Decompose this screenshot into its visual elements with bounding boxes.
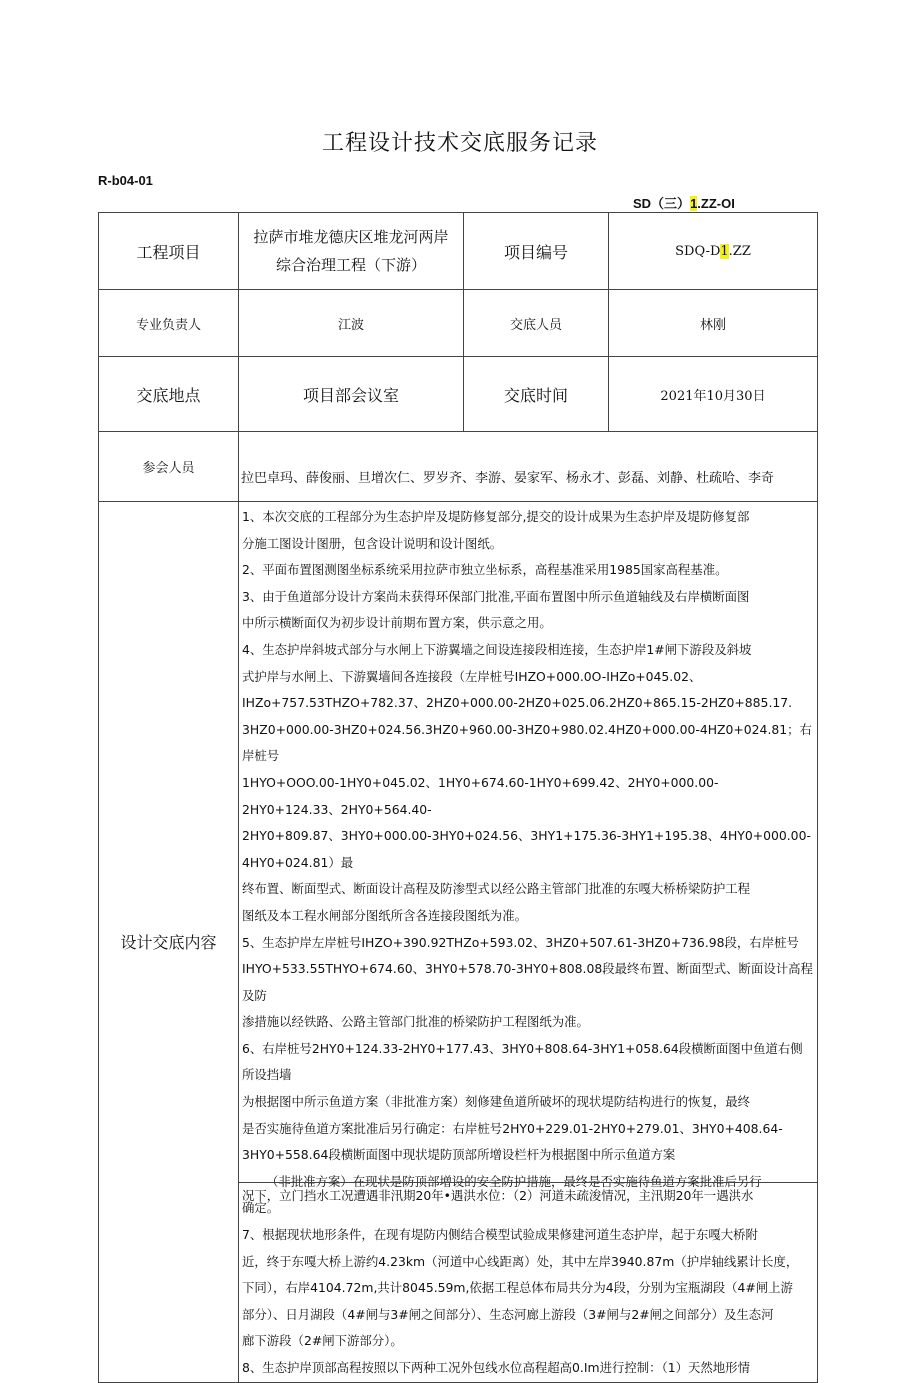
project-no-value <box>609 213 818 290</box>
content-line: 7、根据现状地形条件，在现有堤防内侧结合模型试验成果修建河道生态护岸，起于东嘎大桥附 <box>242 1227 758 1243</box>
doc-number-prefix: SD（三） <box>633 196 691 211</box>
content-line: IHZo+757.53THZO+782.37、2HZ0+000.00-2HZ0+025.06.2HZ0+865.15-2HZ0+885.17. <box>242 695 793 711</box>
attendees-label: 参会人员 <box>99 432 239 502</box>
content-line: 图纸及本工程水闸部分图纸所含各连接段图纸为准。 <box>242 907 527 923</box>
content-line: 2HY0+809.87、3HY0+000.00-3HY0+024.56、3HY1+175.36-3HY1+195.38、4HY0+000.00-4HY0+024.81）最 <box>242 828 811 870</box>
content-body <box>239 502 818 1383</box>
content-line: 3、由于鱼道部分设计方案尚未获得环保部门批准,平面布置图中所示鱼道轴线及右岸横断面图 <box>242 588 750 604</box>
content-line: 部分）、日月湖段（4#闸与3#闸之间部分）、生态河廊上游段（3#闸与2#闸之间部分）及生态河 <box>242 1306 774 1322</box>
project-no-suffix: .ZZ <box>728 243 751 259</box>
place-label: 交底地点 <box>99 357 239 432</box>
form-code: R-b04-01 <box>98 173 153 188</box>
content-label: 设计交底内容 <box>99 502 239 1383</box>
project-label: 工程项目 <box>99 213 239 290</box>
content-line: 3HY0+558.64段横断面图中现状堤防顶部所增设栏杆为根据图中所示鱼道方案 <box>242 1147 676 1163</box>
document-number <box>633 193 735 212</box>
content-line: 是否实施待鱼道方案批准后另行确定：右岸桩号2HY0+229.01-2HY0+279.01、3HY0+408.64- <box>242 1120 783 1136</box>
presenter-label: 交底人员 <box>464 290 609 357</box>
row-lead <box>99 290 818 357</box>
project-no-label: 项目编号 <box>464 213 609 290</box>
content-line: 式护岸与水闸上、下游翼墙间各连接段（左岸桩号IHZO+000.0O-IHZo+045.02、 <box>242 668 702 684</box>
project-no-highlight: 1 <box>720 243 729 259</box>
project-value <box>239 213 464 290</box>
project-value-line1: 拉萨市堆龙德庆区堆龙河两岸 <box>253 228 449 246</box>
place-value: 项目部会议室 <box>239 357 464 432</box>
content-line: 1HYO+OOO.00-1HY0+045.02、1HY0+674.60-1HY0+699.42、2HY0+000.00-2HY0+124.33、2HY0+564.40- <box>242 774 719 817</box>
lead-value: 江波 <box>239 290 464 357</box>
doc-number-suffix: .ZZ-OI <box>697 196 735 211</box>
content-line: 下同），右岸4104.72m,共计8045.59m,依据工程总体布局共分为4段，分别为宝瓶湖段（4#闸上游 <box>242 1280 793 1296</box>
content-line: 1、本次交底的工程部分为生态护岸及堤防修复部分,提交的设计成果为生态护岸及堤防修复部 <box>242 509 750 524</box>
content-line: 确定。 <box>242 1200 280 1216</box>
continuation-line: 况下，立门挡水工况遭遇非汛期20年•遇洪水位：（2）河道未疏浚情况，主汛期20年一遇洪水 <box>238 1182 818 1208</box>
project-no-prefix: SDQ-D <box>675 243 721 259</box>
content-line: 中所示横断面仅为初步设计前期布置方案，供示意之用。 <box>242 615 552 631</box>
row-attendees <box>99 432 818 502</box>
lead-label: 专业负责人 <box>99 290 239 357</box>
content-line: （非批准方案）在现状是防顶部增设的安全防护措施，最终是否实施待鱼道方案批准后另行 <box>266 1173 762 1189</box>
row-project <box>99 213 818 290</box>
content-line: 为根据图中所示鱼道方案（非批准方案）刻修建鱼道所破坏的现状堤防结构进行的恢复，最终 <box>242 1094 751 1110</box>
content-line: 廊下游段（2#闸下游部分）。 <box>242 1333 403 1349</box>
time-value: 2021年10月30日 <box>609 357 818 432</box>
attendees-value: 拉巴卓玛、薛俊丽、旦增次仁、罗岁齐、李游、晏家军、杨永才、彭磊、刘静、杜疏哈、李奇 <box>239 432 818 502</box>
content-line: 3HZ0+000.00-3HZ0+024.56.3HZ0+960.00-3HZ0+980.02.4HZ0+000.00-4HZ0+024.81；右岸桩号 <box>242 721 812 764</box>
content-line: 8、生态护岸顶部高程按照以下两种工况外包线水位高程超高0.Im进行控制：（1）天然地形情 <box>242 1360 750 1375</box>
content-line: 2、平面布置图测图坐标系统采用拉萨市独立坐标系，高程基准采用1985国家高程基准。 <box>242 562 728 578</box>
content-line: 近，终于东嘎大桥上游约4.23km（河道中心线距离）处，其中左岸3940.87m（护岸轴线累计长度， <box>242 1253 799 1269</box>
page-title: 工程设计技术交底服务记录 <box>321 131 598 156</box>
content-line: 4、生态护岸斜坡式部分与水闸上下游翼墙之间设连接段相连接，生态护岸1#闸下游段及斜坡 <box>242 641 752 657</box>
content-line: 分施工图设计图册，包含设计说明和设计图纸。 <box>242 535 503 551</box>
time-label: 交底时间 <box>464 357 609 432</box>
presenter-value: 林刚 <box>609 290 818 357</box>
content-line: 6、右岸桩号2HY0+124.33-2HY0+177.43、3HY0+808.64-3HY1+058.64段横断面图中鱼道右侧所设挡墙 <box>242 1040 803 1083</box>
row-content <box>99 502 818 1383</box>
content-line: 5、生态护岸左岸桩号IHZO+390.92THZo+593.02、3HZ0+507.61-3HZ0+736.98段，右岸桩号 <box>242 934 799 950</box>
content-line: IHYO+533.55THYO+674.60、3HY0+578.70-3HY0+808.08段最终布置、断面型式、断面设计高程及防 <box>242 961 813 1003</box>
project-value-line2: 综合治理工程（下游） <box>275 256 426 274</box>
content-line: 渗措施以经铁路、公路主管部门批准的桥梁防护工程图纸为准。 <box>242 1014 589 1030</box>
doc-number-highlight: 1 <box>690 196 698 211</box>
row-place-time <box>99 357 818 432</box>
content-line: 终布置、断面型式、断面设计高程及防渗型式以经公路主管部门批准的东嘎大桥桥梁防护工程 <box>242 881 751 897</box>
